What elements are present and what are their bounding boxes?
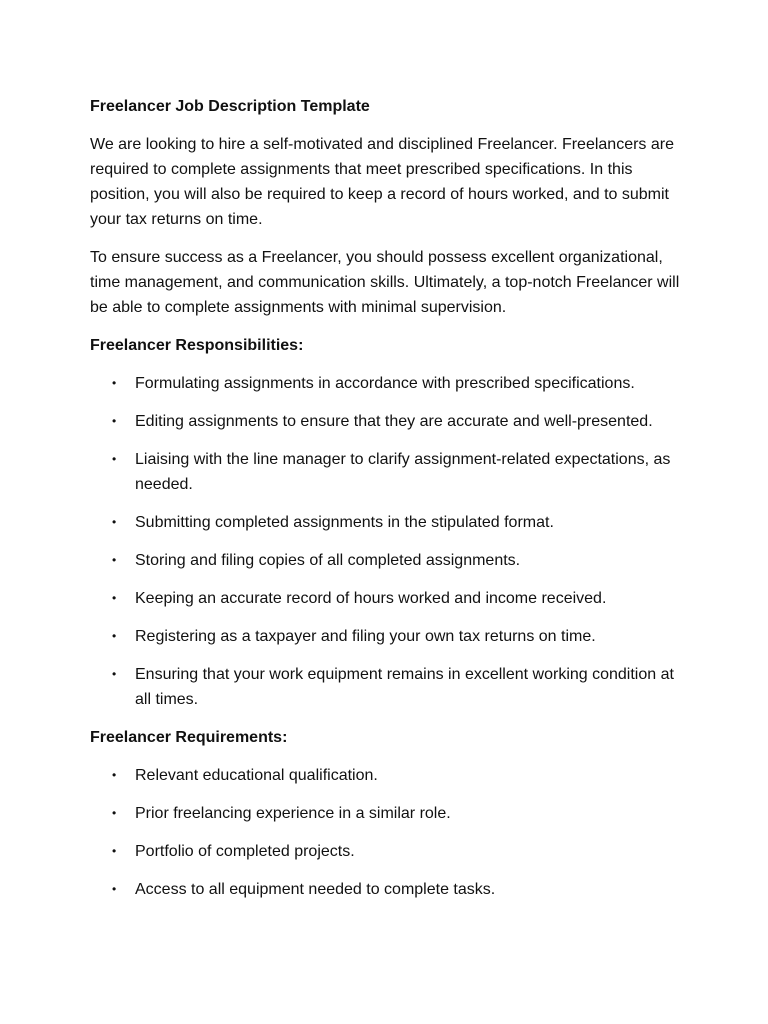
responsibility-item [90, 447, 690, 497]
bullet-icon: • [112, 515, 117, 529]
bullet-icon: • [112, 629, 117, 643]
responsibility-item [90, 371, 690, 396]
requirement-item [90, 763, 690, 788]
responsibility-text: Registering as a taxpayer and filing your own tax returns on time. [135, 628, 596, 645]
requirement-text: Access to all equipment needed to complete tasks. [135, 881, 496, 898]
bullet-icon: • [112, 806, 117, 820]
bullet-icon: • [112, 414, 117, 428]
requirement-text: Prior freelancing experience in a similar role. [135, 805, 451, 822]
bullet-icon: • [112, 844, 117, 858]
intro-paragraph-1: We are looking to hire a self-motivated and disciplined Freelancer. Freelancers are required to complete assignments that meet prescribed specifications. In this position, you will also be required to keep a record of hours worked, and to submit your tax returns on time. [90, 136, 674, 228]
requirement-text: Relevant educational qualification. [135, 767, 378, 784]
responsibility-text: Editing assignments to ensure that they are accurate and well-presented. [135, 413, 653, 430]
bullet-icon: • [112, 882, 117, 896]
responsibility-text: Keeping an accurate record of hours worked and income received. [135, 590, 607, 607]
responsibility-item [90, 662, 690, 712]
responsibility-text: Formulating assignments in accordance with prescribed specifications. [135, 375, 635, 392]
document-page [90, 94, 690, 915]
responsibility-text: Storing and filing copies of all completed assignments. [135, 552, 521, 569]
intro-paragraph-2: To ensure success as a Freelancer, you should possess excellent organizational, time management, and communication skills. Ultimately, a top-notch Freelancer will be able to complete assignments with minimal supervision. [90, 249, 680, 316]
bullet-icon: • [112, 667, 117, 681]
requirements-heading: Freelancer Requirements: [90, 729, 288, 746]
bullet-icon: • [112, 553, 117, 567]
requirement-item [90, 877, 690, 902]
responsibility-text: Liaising with the line manager to clarify assignment-related expectations, as needed. [135, 451, 671, 493]
bullet-icon: • [112, 591, 117, 605]
bullet-icon: • [112, 376, 117, 390]
requirement-text: Portfolio of completed projects. [135, 843, 355, 860]
responsibility-text: Ensuring that your work equipment remains in excellent working condition at all times. [135, 666, 674, 708]
responsibility-item [90, 624, 690, 649]
responsibility-text: Submitting completed assignments in the stipulated format. [135, 514, 554, 531]
responsibilities-list [90, 371, 690, 712]
bullet-icon: • [112, 768, 117, 782]
requirements-list [90, 763, 690, 902]
responsibility-item [90, 510, 690, 535]
responsibility-item [90, 548, 690, 573]
requirement-item [90, 801, 690, 826]
bullet-icon: • [112, 452, 117, 466]
document-title: Freelancer Job Description Template [90, 98, 370, 115]
requirement-item [90, 839, 690, 864]
responsibility-item [90, 586, 690, 611]
responsibilities-heading: Freelancer Responsibilities: [90, 337, 304, 354]
responsibility-item [90, 409, 690, 434]
